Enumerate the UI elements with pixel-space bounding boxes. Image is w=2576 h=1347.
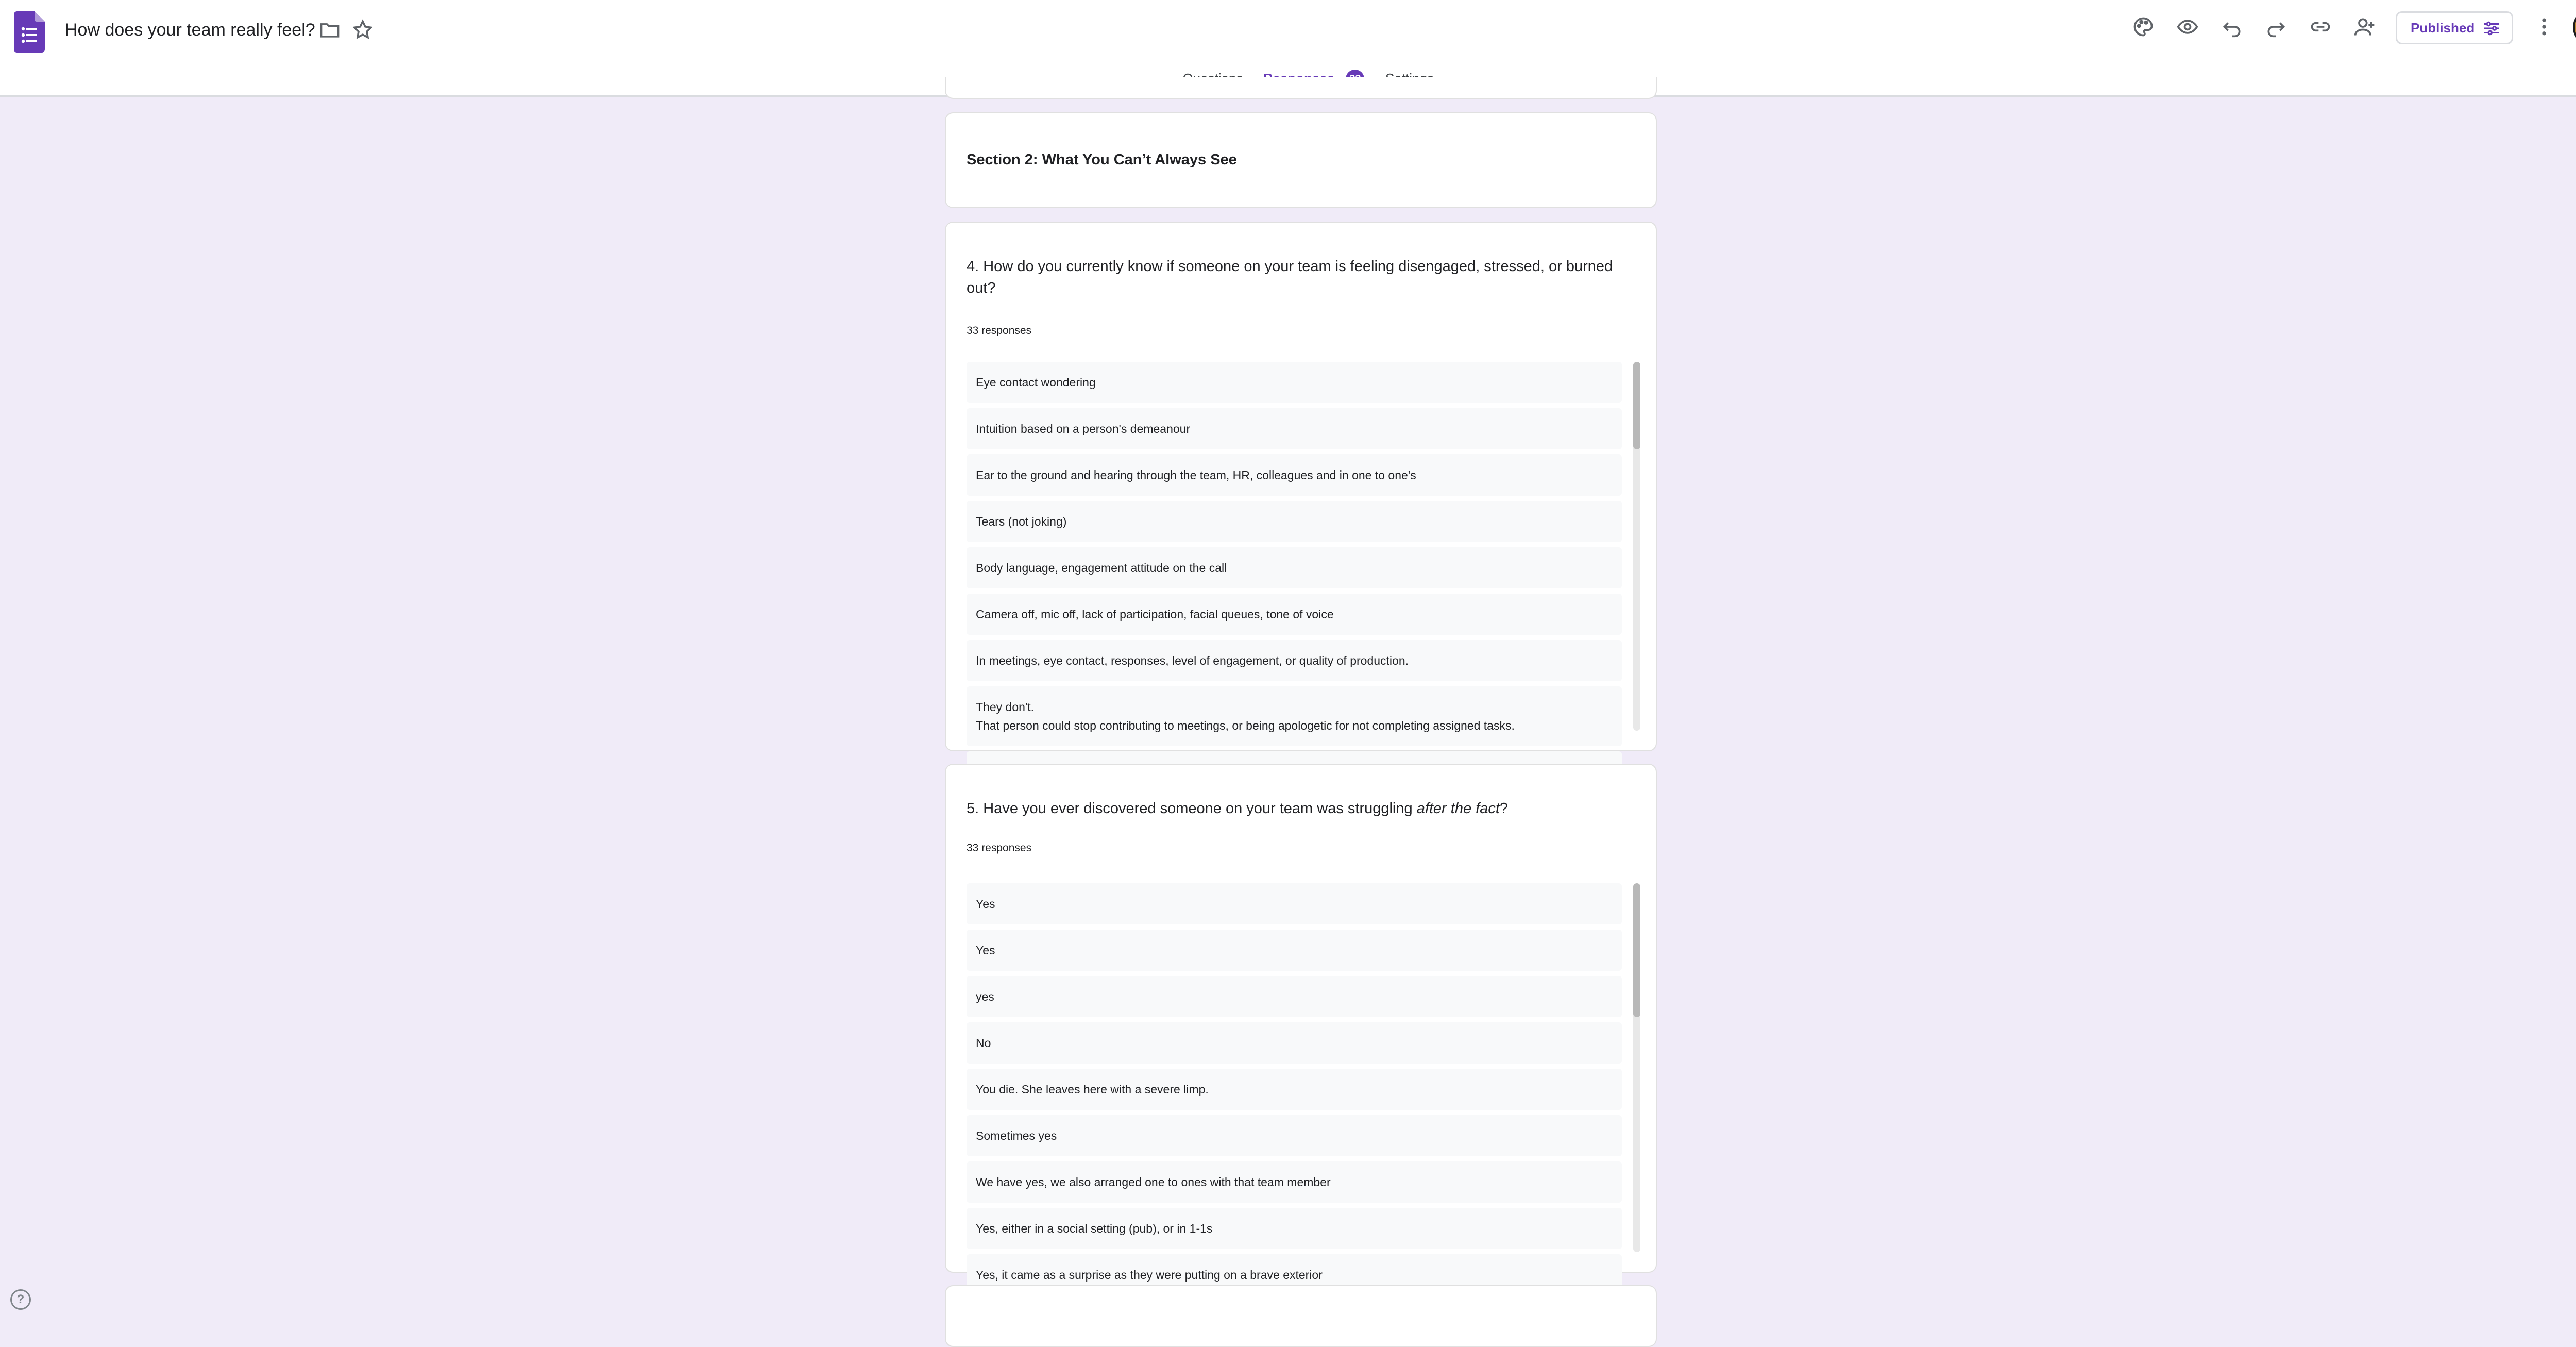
add-collaborator-icon[interactable]	[2348, 10, 2381, 43]
question-title	[967, 798, 1636, 819]
published-button[interactable]	[2396, 11, 2513, 44]
response-item: In meetings, eye contact, responses, level of engagement, or quality of production.	[967, 640, 1622, 681]
help-icon[interactable]: ?	[10, 1289, 31, 1310]
question-title-emphasis: after the fact	[1416, 800, 1500, 817]
published-label: Published	[2411, 20, 2475, 36]
response-list-scrollbar[interactable]	[1633, 883, 1640, 1252]
response-item: You die. She leaves here with a severe limp.	[967, 1069, 1622, 1110]
question-title: 4. How do you currently know if someone on your team is feeling disengaged, stressed, or burned out?	[967, 258, 1613, 296]
response-item: Camera off, mic off, lack of participation, facial queues, tone of voice	[967, 594, 1622, 635]
question-card-5	[945, 764, 1657, 1282]
more-vert-icon[interactable]	[2528, 10, 2561, 43]
preview-eye-icon[interactable]	[2171, 10, 2204, 43]
question-card-4	[945, 222, 1657, 751]
form-title[interactable]: How does your team really feel?	[65, 20, 315, 40]
palette-icon[interactable]	[2127, 10, 2160, 43]
undo-icon[interactable]	[2215, 10, 2248, 43]
response-item: Yes	[967, 930, 1622, 971]
link-icon[interactable]	[2304, 10, 2337, 43]
question-title-suffix: ?	[1499, 800, 1509, 817]
response-item: Yes, it came as a surprise as they were putting on a brave exterior	[967, 1254, 1622, 1295]
response-list[interactable]	[967, 883, 1622, 1282]
response-item: We have yes, we also arranged one to ones with that team member	[967, 1161, 1622, 1203]
star-icon[interactable]	[346, 13, 379, 46]
folder-icon[interactable]	[313, 13, 346, 46]
response-item: Sometimes yes	[967, 1115, 1622, 1156]
avatar[interactable]	[2573, 9, 2576, 46]
response-item: Ear to the ground and hearing through the team, HR, colleagues and in one to one's	[967, 454, 1622, 496]
previous-card	[945, 77, 1657, 99]
next-question-card	[945, 1285, 1657, 1347]
question-title-prefix: 5. Have you ever discovered someone on your team was struggling	[967, 800, 1417, 817]
response-list-scrollbar[interactable]	[1633, 362, 1640, 731]
section-header-card	[945, 112, 1657, 208]
response-count: 33 responses	[967, 325, 1032, 336]
response-list[interactable]	[967, 362, 1622, 731]
response-item: Tears (not joking)	[967, 501, 1622, 542]
response-item: Yes	[967, 883, 1622, 924]
scrollbar-thumb[interactable]	[1633, 883, 1640, 1017]
response-item: Body language, engagement attitude on the call	[967, 547, 1622, 588]
response-item: Yes, either in a social setting (pub), or in 1-1s	[967, 1208, 1622, 1249]
section-title: Section 2: What You Can’t Always See	[967, 151, 1237, 168]
publish-settings-icon	[2483, 21, 2500, 36]
response-item: yes	[967, 976, 1622, 1017]
response-item: No	[967, 1022, 1622, 1064]
response-count: 33 responses	[967, 842, 1032, 854]
response-item: Eye contact wondering	[967, 362, 1622, 403]
response-item: Intuition based on a person's demeanour	[967, 408, 1622, 449]
scrollbar-thumb[interactable]	[1633, 362, 1640, 449]
forms-logo[interactable]	[14, 11, 45, 53]
redo-icon[interactable]	[2260, 10, 2293, 43]
response-item: They don't. That person could stop contributing to meetings, or being apologetic for not completing assigned tasks.	[967, 686, 1622, 746]
